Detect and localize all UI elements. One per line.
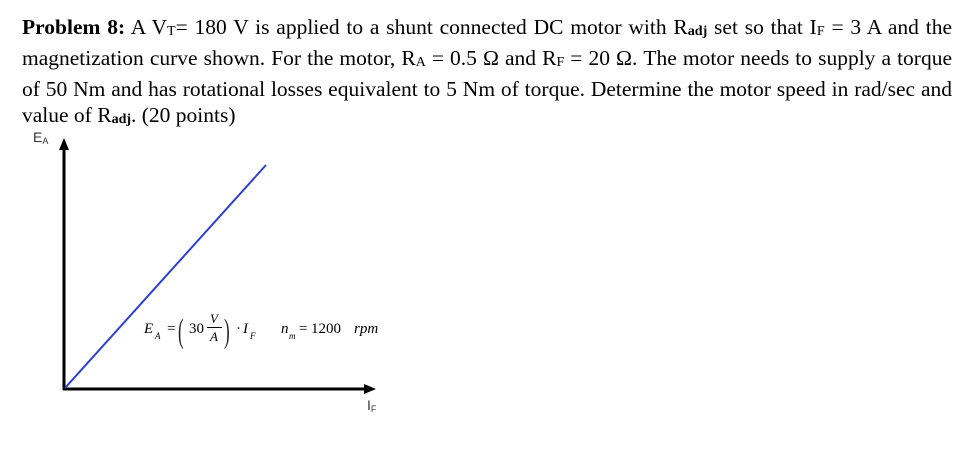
eq-fraction-bar (207, 327, 222, 328)
eq-if: I (243, 321, 248, 337)
eq-if-sub: F (250, 331, 256, 341)
problem-text: set so that I (707, 15, 817, 39)
x-axis-label: IF (367, 397, 377, 414)
problem-text: = 3 A and the magnetization curve shown. For the motor, R (22, 15, 952, 70)
x-axis-arrow (364, 384, 376, 394)
problem-text: A V (125, 15, 168, 39)
eq-speed-value: 1200 (311, 321, 341, 337)
magnetization-line (65, 165, 266, 388)
vt-subscript: T (167, 24, 176, 39)
eq-nm-sub: m (289, 331, 296, 341)
problem-text: . (20 points) (131, 103, 236, 127)
if-subscript: F (816, 24, 825, 39)
eq-coefficient: 30 (189, 321, 204, 337)
eq-ea: E (144, 321, 154, 337)
eq-equals: = (167, 321, 176, 337)
eq-left-paren: ( (178, 313, 184, 350)
problem-label: Problem 8: (22, 15, 126, 39)
radj-subscript: adj (111, 112, 132, 127)
eq-nm: n (281, 321, 289, 337)
eq-unit-denominator: A (210, 329, 218, 344)
eq-speed-equals: = (299, 321, 308, 337)
eq-ea-sub: A (155, 331, 161, 341)
eq-unit-numerator: V (210, 311, 218, 326)
y-axis-label: EA (33, 129, 49, 146)
y-axis-arrow (59, 138, 69, 150)
eq-right-paren: ) (224, 313, 230, 350)
radj-subscript: adj (687, 24, 708, 39)
problem-text: = 180 V is applied to a shunt connected DC motor with R (175, 15, 688, 39)
eq-speed-unit: rpm (354, 321, 379, 337)
eq-dot: · (236, 321, 241, 337)
rf-subscript: F (556, 55, 565, 70)
ra-subscript: A (415, 55, 426, 70)
problem-text: = 20 Ω. The motor needs to supply a torque of 50 Nm and has rotational losses equivalent to 5 Nm of torque. Determine the motor speed in rad/sec and value of R (22, 46, 952, 127)
problem-text: = 0.5 Ω and R (425, 46, 557, 70)
